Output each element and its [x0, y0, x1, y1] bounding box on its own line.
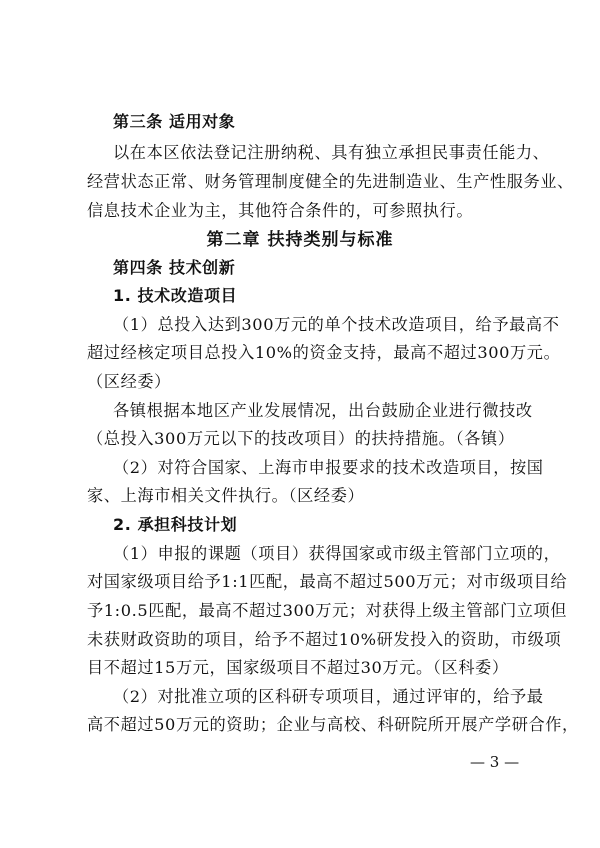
subsection-2-para-1-line-2: 对国家级项目给予1:1匹配，最高不超过500万元；对市级项目给	[87, 572, 568, 591]
article-3-title: 第三条 适用对象	[113, 112, 236, 131]
article-3-text-line-2: 经营状态正常、财务管理制度健全的先进制造业、生产性服务业、	[87, 172, 574, 191]
subsection-1-title: 1. 技术改造项目	[113, 286, 238, 305]
subsection-2-para-2-line-1: （2）对批准立项的区科研专项项目，通过评审的，给予最	[113, 687, 544, 706]
subsection-1-para-2-line-1: 各镇根据本地区产业发展情况，出台鼓励企业进行微技改	[113, 401, 533, 420]
subsection-2-title: 2. 承担科技计划	[113, 515, 238, 534]
article-3-text-line-3: 信息技术企业为主，其他符合条件的，可参照执行。	[87, 201, 474, 220]
subsection-2-para-1-line-5: 目不超过15万元，国家级项目不超过30万元。（区科委）	[87, 658, 509, 677]
subsection-1-para-3-line-1: （2）对符合国家、上海市申报要求的技术改造项目，按国	[113, 458, 544, 477]
subsection-2-para-2-line-2: 高不超过50万元的资助；企业与高校、科研院所开展产学研合作，	[87, 715, 579, 734]
chapter-2-heading: 第二章 扶持类别与标准	[206, 230, 394, 250]
page-number: — 3 —	[470, 753, 520, 771]
subsection-1-para-2-line-2: （总投入300万元以下的技改项目）的扶持措施。（各镇）	[87, 429, 515, 448]
subsection-1-para-3-line-2: 家、上海市相关文件执行。（区经委）	[87, 486, 365, 505]
subsection-1-para-1-line-2: 超过经核定项目总投入10%的资金支持，最高不超过300万元。	[87, 343, 561, 362]
article-4-title: 第四条 技术创新	[113, 258, 236, 277]
subsection-1-para-1-line-3: （区经委）	[87, 372, 171, 391]
subsection-2-para-1-line-1: （1）申报的课题（项目）获得国家或市级主管部门立项的，	[113, 544, 561, 563]
subsection-1-para-1-line-1: （1）总投入达到300万元的单个技术改造项目，给予最高不	[113, 315, 560, 334]
article-3-text-line-1: 以在本区依法登记注册纳税、具有独立承担民事责任能力、	[113, 143, 550, 162]
subsection-2-para-1-line-4: 未获财政资助的项目，给予不超过10%研发投入的资助，市级项	[87, 630, 562, 649]
subsection-2-para-1-line-3: 予1:0.5匹配，最高不超过300万元；对获得上级主管部门立项但	[87, 601, 568, 620]
